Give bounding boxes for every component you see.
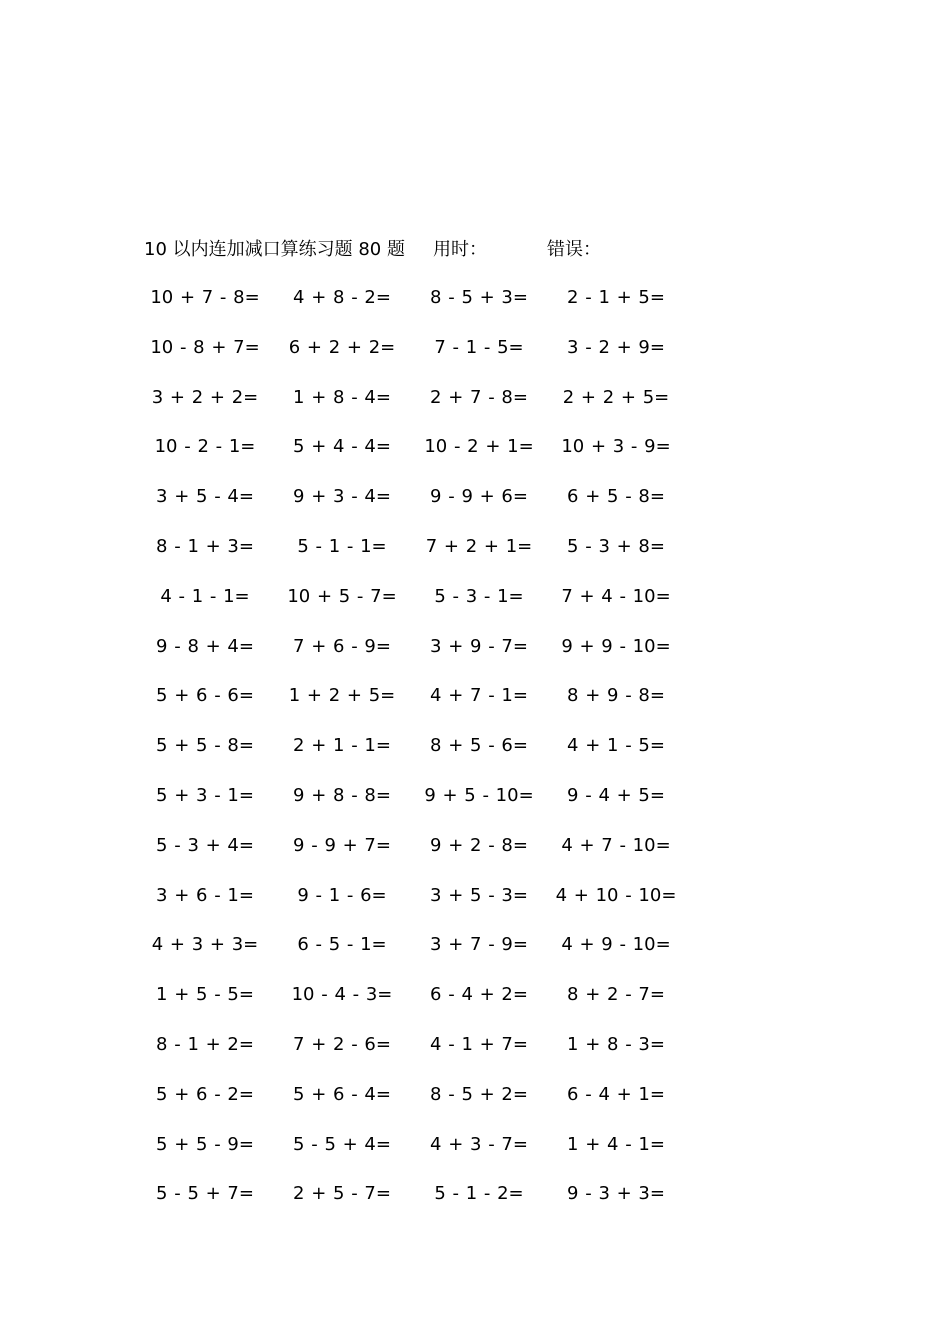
problem-row [140, 782, 700, 832]
problem-row [140, 284, 700, 334]
problem: 10 + 5 - 7= [287, 585, 397, 607]
problem-row [140, 533, 700, 583]
problem-row [140, 433, 700, 483]
problem: 4 + 8 - 2= [293, 287, 391, 308]
problem: 3 + 7 - 9= [430, 934, 528, 956]
problem: 5 + 6 - 2= [156, 1083, 254, 1105]
problem: 9 - 8 + 4= [156, 635, 254, 657]
problem: 7 + 2 - 6= [293, 1033, 391, 1055]
problem: 7 + 4 - 10= [561, 585, 671, 607]
problem: 6 - 5 - 1= [297, 934, 387, 956]
problem: 5 - 3 - 1= [434, 585, 524, 607]
problem: 1 + 5 - 5= [156, 984, 254, 1006]
problem: 4 + 9 - 10= [561, 934, 671, 956]
problem: 2 + 1 - 1= [293, 735, 391, 757]
problem: 9 + 3 - 4= [293, 486, 391, 508]
problem: 2 - 1 + 5= [567, 287, 665, 308]
problem: 5 + 5 - 9= [156, 1133, 254, 1155]
problem-row [140, 732, 700, 782]
problem: 9 - 4 + 5= [567, 784, 665, 806]
problem: 2 + 7 - 8= [430, 386, 528, 408]
problem-row [140, 981, 700, 1031]
problem: 9 - 9 + 6= [430, 486, 528, 508]
problem: 10 - 2 - 1= [154, 436, 256, 458]
problem: 8 + 5 - 6= [430, 735, 528, 757]
problem: 6 + 2 + 2= [288, 336, 396, 358]
problem: 2 + 2 + 5= [562, 386, 670, 408]
problem: 5 + 6 - 6= [156, 685, 254, 707]
problem: 8 - 1 + 3= [156, 535, 254, 557]
problem: 9 + 2 - 8= [430, 834, 528, 856]
problem: 7 + 6 - 9= [293, 635, 391, 657]
problem: 5 + 3 - 1= [156, 784, 254, 806]
problem: 1 + 8 - 3= [567, 1033, 665, 1055]
problem: 3 + 9 - 7= [430, 635, 528, 657]
problem: 3 + 5 - 3= [430, 884, 528, 906]
problem: 9 + 8 - 8= [293, 784, 391, 806]
problem: 7 + 2 + 1= [425, 535, 533, 557]
problem: 1 + 4 - 1= [567, 1133, 665, 1155]
problem: 8 - 5 + 2= [430, 1083, 528, 1105]
problem: 4 + 1 - 5= [567, 735, 665, 757]
problem-row [140, 1081, 700, 1131]
problem: 3 + 6 - 1= [156, 884, 254, 906]
problem: 1 + 2 + 5= [288, 685, 396, 707]
problem: 3 + 5 - 4= [156, 486, 254, 508]
problem: 4 + 3 + 3= [151, 934, 259, 956]
problem: 4 + 7 - 1= [430, 685, 528, 707]
problem: 6 - 4 + 1= [567, 1083, 665, 1105]
problem: 4 + 10 - 10= [555, 884, 677, 906]
problem-row [140, 334, 700, 384]
problem-row [140, 1031, 700, 1081]
problem: 5 - 5 + 4= [293, 1133, 391, 1155]
problem: 5 - 1 - 2= [434, 1183, 524, 1205]
problem-row [140, 882, 700, 932]
problem: 8 - 5 + 3= [430, 287, 528, 308]
problem: 9 + 5 - 10= [424, 784, 534, 806]
problem: 9 - 9 + 7= [293, 834, 391, 856]
problem-row [140, 384, 700, 434]
problem: 8 + 9 - 8= [567, 685, 665, 707]
problem-row [140, 483, 700, 533]
problem: 10 + 3 - 9= [561, 436, 671, 458]
problem-row [140, 1180, 700, 1230]
problem: 1 + 8 - 4= [293, 386, 391, 408]
problem: 5 + 5 - 8= [156, 735, 254, 757]
problem-row [140, 931, 700, 981]
problem: 5 + 4 - 4= [293, 436, 391, 458]
problem: 8 + 2 - 7= [567, 984, 665, 1006]
time-label: 用时： [433, 239, 487, 260]
problem: 3 + 2 + 2= [151, 386, 259, 408]
problem: 7 - 1 - 5= [434, 336, 524, 358]
problem: 8 - 1 + 2= [156, 1033, 254, 1055]
problem: 4 - 1 - 1= [160, 585, 250, 607]
problem: 4 - 1 + 7= [430, 1033, 528, 1055]
problem: 4 + 7 - 10= [561, 834, 671, 856]
problem: 5 - 3 + 8= [567, 535, 665, 557]
problem: 5 - 5 + 7= [156, 1183, 254, 1205]
problem: 4 + 3 - 7= [430, 1133, 528, 1155]
problem-row [140, 583, 700, 633]
problem: 3 - 2 + 9= [567, 336, 665, 358]
problem-row [140, 633, 700, 683]
problem: 6 - 4 + 2= [430, 984, 528, 1006]
problem: 5 - 3 + 4= [156, 834, 254, 856]
problem: 5 - 1 - 1= [297, 535, 387, 557]
problem: 2 + 5 - 7= [293, 1183, 391, 1205]
problem: 10 - 4 - 3= [291, 984, 393, 1006]
problem-grid [140, 284, 700, 1230]
problem: 10 + 7 - 8= [150, 287, 260, 308]
problem: 9 + 9 - 10= [561, 635, 671, 657]
problem: 9 - 3 + 3= [567, 1183, 665, 1205]
problem-row [140, 682, 700, 732]
problem: 9 - 1 - 6= [297, 884, 387, 906]
errors-label: 错误： [547, 239, 601, 260]
worksheet-header [144, 236, 704, 264]
worksheet-title: 10 以内连加减口算练习题 80 题 [144, 239, 405, 260]
problem-row [140, 832, 700, 882]
problem: 10 - 8 + 7= [150, 336, 260, 358]
problem: 5 + 6 - 4= [293, 1083, 391, 1105]
problem: 6 + 5 - 8= [567, 486, 665, 508]
problem: 10 - 2 + 1= [424, 436, 534, 458]
problem-row [140, 1131, 700, 1181]
